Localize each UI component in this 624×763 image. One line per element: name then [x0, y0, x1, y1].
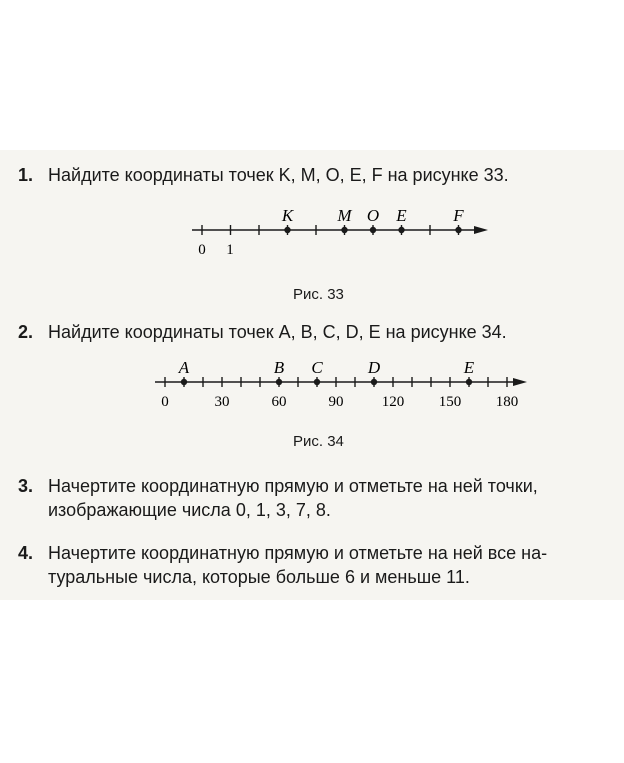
fig33-point-label-E: E [396, 206, 407, 225]
task-number: 1. [18, 165, 34, 185]
task-1 [18, 163, 509, 187]
fig34-point-label-E: E [463, 358, 475, 377]
fig34-tick-label-60: 60 [271, 394, 287, 410]
task-text: Начертите координатную прямую и отметьте на ней точки, [48, 476, 538, 496]
fig33-point-label-O: O [366, 206, 380, 225]
fig34-point-A [181, 379, 187, 385]
task-text: Найдите координаты точек K, M, O, E, F на рисунке 33. [48, 165, 509, 185]
fig34-tick-label-120: 120 [381, 394, 405, 410]
fig34-tick-label-0: 0 [161, 394, 169, 410]
task-number: 2. [18, 322, 34, 342]
fig33-point-label-F: F [453, 206, 464, 225]
fig34-point-label-D: D [367, 358, 381, 377]
fig34-point-label-A: A [178, 358, 190, 377]
fig33-tick-label-1: 1 [226, 242, 234, 258]
task-3-continuation: изображающие числа 0, 1, 3, 7, 8. [48, 500, 331, 520]
task-3 [18, 474, 538, 498]
figure-33-caption: Рис. 33 [293, 286, 344, 303]
fig34-tick-label-180: 180 [495, 394, 519, 410]
fig34-tick-label-90: 90 [328, 394, 344, 410]
fig34-point-D [371, 379, 377, 385]
fig34-tick-label-30: 30 [214, 394, 230, 410]
fig33-tick-label-0: 0 [198, 242, 206, 258]
task-text: Найдите координаты точек A, B, C, D, E на рисунке 34. [48, 322, 507, 342]
task-4-continuation: туральные числа, которые больше 6 и меньше 11. [48, 567, 470, 587]
fig34-point-B [276, 379, 282, 385]
figure-33-number-line [180, 200, 500, 260]
figure-34-number-line [145, 355, 535, 415]
task-2 [18, 320, 507, 344]
fig33-point-label-M: M [337, 206, 352, 225]
task-number: 3. [18, 476, 34, 496]
fig33-point-K [284, 227, 290, 233]
figure-34-caption: Рис. 34 [293, 433, 344, 450]
fig34-point-label-C: C [311, 358, 323, 377]
fig33-point-E [398, 227, 404, 233]
fig33-point-O [370, 227, 376, 233]
fig33-point-label-K: K [281, 206, 294, 225]
fig34-tick-label-150: 150 [438, 394, 462, 410]
fig34-point-C [314, 379, 320, 385]
fig34-point-label-B: B [273, 358, 285, 377]
task-number: 4. [18, 543, 34, 563]
fig33-point-M [341, 227, 347, 233]
task-text: Начертите координатную прямую и отметьте на ней все на- [48, 543, 548, 563]
fig33-point-F [455, 227, 461, 233]
task-4 [18, 541, 547, 565]
fig34-point-E [466, 379, 472, 385]
